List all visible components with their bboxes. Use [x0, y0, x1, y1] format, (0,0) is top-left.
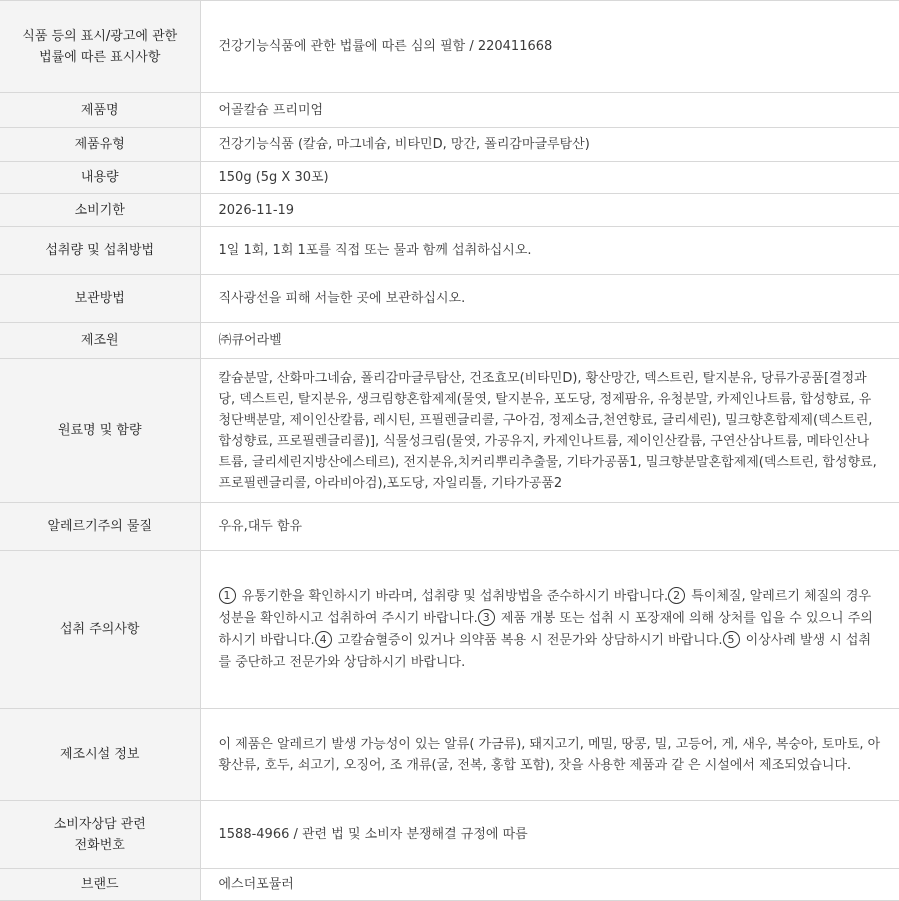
- circled-number-5: 5: [723, 631, 740, 648]
- row-label-expiry: 소비기한: [0, 194, 200, 227]
- row-label-product-type: 제품유형: [0, 128, 200, 162]
- table-row: [0, 801, 899, 869]
- table-row: [0, 359, 899, 503]
- row-label-consumer-contact: 소비자상담 관련 전화번호: [0, 801, 200, 869]
- precaution-item: 3 제품 개봉 또는 섭취 시 포장재에 의해 상처를 입을 수 있으니 주의하시기 바랍니다.: [218, 610, 873, 648]
- row-value-storage: 직사광선을 피해 서늘한 곳에 보관하십시오.: [200, 275, 899, 323]
- row-value-precautions: [200, 551, 899, 709]
- precaution-item: 4 고칼슘혈증이 있거나 의약품 복용 시 전문가와 상담하시기 바랍니다.: [315, 633, 723, 648]
- row-value-product-type: 건강기능식품 (칼슘, 마그네슘, 비타민D, 망간, 폴리감마글루탐산): [200, 128, 899, 162]
- table-row: [0, 709, 899, 801]
- row-value-allergen: 우유,대두 함유: [200, 503, 899, 551]
- circled-number-2: 2: [668, 587, 685, 604]
- table-row: [0, 227, 899, 275]
- row-label-storage: 보관방법: [0, 275, 200, 323]
- row-label-manufacturer: 제조원: [0, 323, 200, 359]
- row-value-manufacturer: ㈜큐어라벨: [200, 323, 899, 359]
- row-label-precautions: 섭취 주의사항: [0, 551, 200, 709]
- precaution-item: 2 특이체질, 알레르기 체질의 경우 성분을 확인하시고 섭취하여 주시기 바랍니다.: [218, 588, 872, 626]
- row-value-facility: 이 제품은 알레르기 발생 가능성이 있는 알류( 가금류), 돼지고기, 메밀, 땅콩, 밀, 고등어, 게, 새우, 복숭아, 토마토, 아황산류, 호두, 쇠고기, 오징어, 조 개류(굴, 전복, 홍합 포함), 잣을 사용한 제품과 같 은 시설에서 제조되었습니다.: [200, 709, 899, 801]
- row-label-allergen: 알레르기주의 물질: [0, 503, 200, 551]
- row-label-intake-method: 섭취량 및 섭취방법: [0, 227, 200, 275]
- table-row: [0, 551, 899, 709]
- table-row: [0, 128, 899, 162]
- row-value-volume: 150g (5g X 30포): [200, 162, 899, 194]
- row-label-brand: 브랜드: [0, 869, 200, 901]
- row-label-facility: 제조시설 정보: [0, 709, 200, 801]
- table-row: [0, 93, 899, 128]
- precaution-item: 5 이상사례 발생 시 섭취를 중단하고 전문가와 상담하시기 바랍니다.: [218, 632, 872, 670]
- row-value-intake-method: 1일 1회, 1회 1포를 직접 또는 물과 함께 섭취하십시오.: [200, 227, 899, 275]
- row-value-label-notice: 건강기능식품에 관한 법률에 따른 심의 필함 / 220411668: [200, 1, 899, 93]
- row-value-brand: 에스더포뮬러: [200, 869, 899, 901]
- table-row: [0, 275, 899, 323]
- row-value-expiry: 2026-11-19: [200, 194, 899, 227]
- row-label-product-name: 제품명: [0, 93, 200, 128]
- table-row: [0, 869, 899, 901]
- row-label-ingredients: 원료명 및 함량: [0, 359, 200, 503]
- row-value-product-name: 어골칼슘 프리미엄: [200, 93, 899, 128]
- table-row: [0, 1, 899, 93]
- row-label-volume: 내용량: [0, 162, 200, 194]
- table-row: [0, 162, 899, 194]
- row-value-consumer-contact: 1588-4966 / 관련 법 및 소비자 분쟁해결 규정에 따름: [200, 801, 899, 869]
- circled-number-4: 4: [315, 631, 332, 648]
- table-row: [0, 323, 899, 359]
- precaution-item: 1 유통기한을 확인하시기 바라며, 섭취량 및 섭취방법을 준수하시기 바랍니다.: [219, 589, 669, 604]
- circled-number-1: 1: [219, 587, 236, 604]
- row-label-label-notice: 식품 등의 표시/광고에 관한 법률에 따른 표시사항: [0, 1, 200, 93]
- table-row: [0, 503, 899, 551]
- precaution-list: [219, 586, 882, 674]
- row-value-ingredients: 칼슘분말, 산화마그네슘, 폴리감마글루탐산, 건조효모(비타민D), 황산망간, 덱스트린, 탈지분유, 당류가공품[결정과당, 덱스트린, 탈지분유, 생크림향혼합제제(물엿, 탈지분유, 포도당, 정제팜유, 유청분말, 카제인나트륨, 합성향료, 유청단백분말, 제이인산칼륨, 레시틴, 프필렌글리콜, 구아검, 정제소금,천연향료, 글리세린), 밀크향혼합제제(덱스트린, 합성향료, 프로필렌글리콜)], 식물성크림(물엿, 가공유지, 카제인나트륨, 제이인산칼륨, 구연산삼나트륨, 메타인산나트륨, 글리세린지방산에스테르), 전지분유,치커리뿌리추출물, 기타가공품1, 밀크향분말혼합제제(덱스트린, 합성향료, 프로필렌글리콜, 아라비아검),포도당, 자일리톨, 기타가공품2: [200, 359, 899, 503]
- table-row: [0, 194, 899, 227]
- circled-number-3: 3: [478, 609, 495, 626]
